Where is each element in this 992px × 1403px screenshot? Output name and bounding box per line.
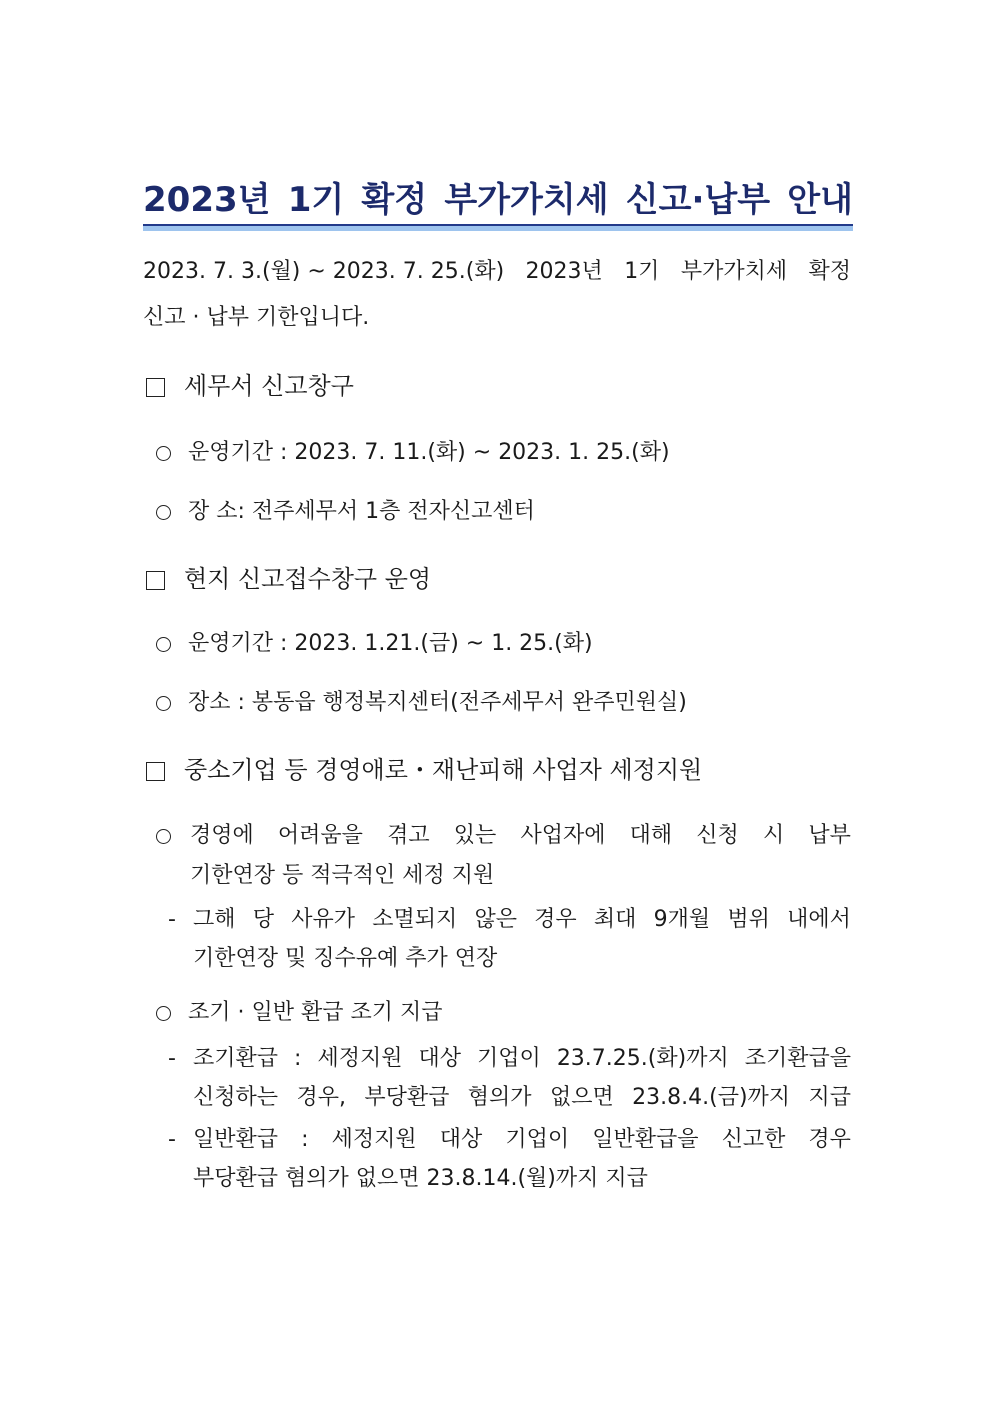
word: 시 [762, 823, 785, 848]
word: 1기 [287, 180, 345, 220]
word: 경우 [534, 907, 577, 932]
word: 당 [252, 907, 274, 932]
word: 지급 [808, 1085, 851, 1110]
section-checkbox-2 [146, 571, 165, 590]
section3-item2-sub2-line-2: 부당환급 혐의가 없으면 23.8.14.(월)까지 지급 [193, 1166, 648, 1191]
section3-item2-line: 조기 · 일반 환급 조기 지급 [188, 1000, 443, 1025]
word: 경우, [296, 1085, 346, 1110]
bullet-circle [156, 446, 171, 461]
word: : [294, 1046, 302, 1071]
word: 사유가 [291, 907, 355, 932]
word: 일반환급을 [592, 1127, 699, 1152]
section2-item-2: 장소 : 봉동읍 행정복지센터(전주세무서 완주민원실) [188, 690, 687, 715]
word: 9개월 [653, 907, 711, 932]
word: 없으면 [549, 1085, 614, 1110]
word: 23.7.25.(화)까지 [556, 1046, 729, 1071]
word: 혐의가 [467, 1085, 532, 1110]
section3-item1-sub-line-1 [193, 905, 851, 935]
section3-item1-line-2: 기한연장 등 적극적인 세정 지원 [190, 863, 495, 888]
word: 기업이 [505, 1127, 570, 1152]
word: 확정 [808, 259, 851, 284]
intro-line-1 [143, 257, 851, 287]
word: 1기 [624, 259, 660, 284]
word: 내에서 [787, 907, 851, 932]
section-heading-2: 현지 신고접수창구 운영 [184, 565, 432, 593]
word: 사업자에 [520, 823, 606, 848]
word: 소멸되지 [372, 907, 458, 932]
dash-marker: - [168, 1127, 176, 1152]
section3-item2-sub1-line-1 [193, 1044, 851, 1074]
word: 조기환급 [193, 1046, 279, 1071]
word: 경영에 [190, 823, 254, 848]
word: 일반환급 [193, 1127, 279, 1152]
bullet-circle [156, 1006, 171, 1021]
bullet-circle [156, 505, 171, 520]
word: 23.8.4.(금)까지 [632, 1085, 791, 1110]
section-checkbox-3 [146, 762, 165, 781]
word: 신청하는 [193, 1085, 279, 1110]
word: 대상 [439, 1127, 483, 1152]
word: 2023. 7. 3.(월) ~ 2023. 7. 25.(화) [143, 259, 505, 284]
word: 부가가치세 [680, 259, 788, 284]
word: 부가가치세 [444, 180, 609, 220]
word: : [301, 1127, 309, 1152]
word: 납부 [808, 823, 851, 848]
section1-item-2: 장 소: 전주세무서 1층 전자신고센터 [188, 499, 535, 524]
word: 범위 [727, 907, 770, 932]
word: 있는 [453, 823, 497, 848]
bullet-circle [156, 637, 171, 652]
dash-marker: - [168, 1046, 176, 1071]
section-checkbox-1 [146, 378, 165, 397]
section3-item1-line-1 [190, 821, 851, 851]
section3-item2-sub1-line-2 [193, 1083, 851, 1113]
section1-item-1: 운영기간 : 2023. 7. 11.(화) ~ 2023. 1. 25.(화) [188, 440, 670, 465]
word: 세정지원 [331, 1127, 417, 1152]
word: 2023년 [525, 259, 603, 284]
word: 2023년 [143, 180, 271, 220]
word: 부당환급 [364, 1085, 450, 1110]
section-heading-3: 중소기업 등 경영애로・재난피해 사업자 세정지원 [184, 756, 703, 784]
section3-item1-sub-line-2: 기한연장 및 징수유예 추가 연장 [193, 946, 498, 971]
word: 대해 [629, 823, 673, 848]
section3-item2-sub2-line-1 [193, 1125, 851, 1155]
dash-marker: - [168, 907, 176, 932]
word: 확정 [361, 180, 428, 220]
word: 안내 [787, 180, 853, 220]
word: 최대 [593, 907, 637, 932]
word: 겪고 [387, 823, 430, 848]
title-underline [143, 224, 853, 231]
section2-item-1: 운영기간 : 2023. 1.21.(금) ~ 1. 25.(화) [188, 631, 593, 656]
word: 대상 [418, 1046, 462, 1071]
bullet-circle [156, 696, 171, 711]
word: 어려움을 [277, 823, 363, 848]
bullet-circle [156, 829, 171, 844]
word: 세정지원 [317, 1046, 403, 1071]
intro-line-2: 신고 · 납부 기한입니다. [143, 305, 370, 330]
word: 그해 [193, 907, 236, 932]
word: 신고·납부 [625, 180, 771, 220]
word: 조기환급을 [744, 1046, 851, 1071]
word: 신고한 [721, 1127, 786, 1152]
word: 경우 [808, 1127, 851, 1152]
document-title [143, 172, 853, 221]
word: 않은 [474, 907, 517, 932]
section-heading-1: 세무서 신고창구 [184, 372, 354, 400]
word: 신청 [696, 823, 739, 848]
word: 기업이 [477, 1046, 541, 1071]
